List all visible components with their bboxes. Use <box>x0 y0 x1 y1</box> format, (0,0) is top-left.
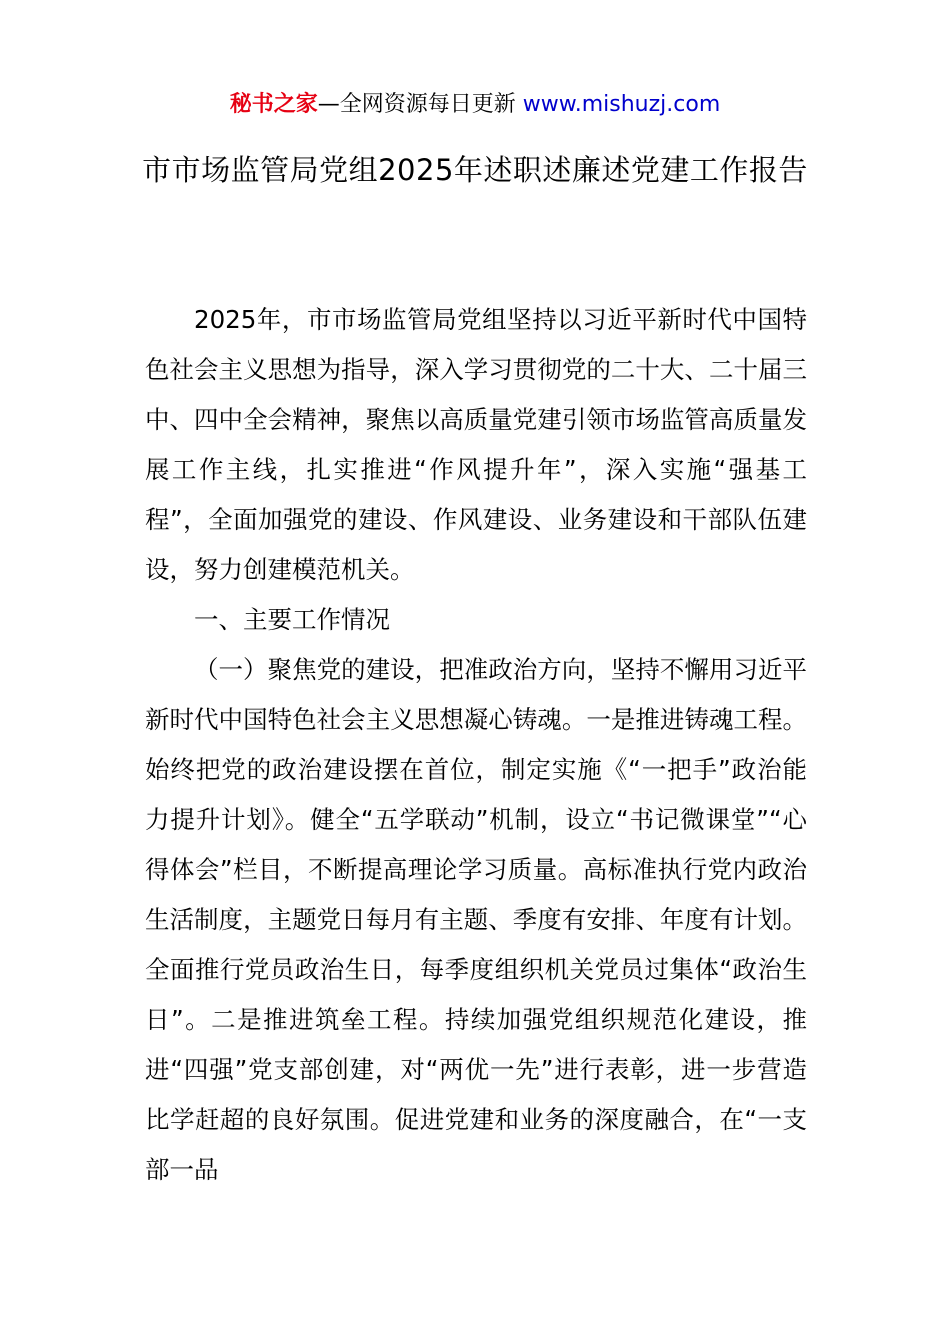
banner-slogan: —全网资源每日更新 <box>317 92 523 117</box>
document-title: 市市场监管局党组2025年述职述廉述党建工作报告 <box>142 153 808 187</box>
intro-paragraph: 2025年，市市场监管局党组坚持以习近平新时代中国特色社会主义思想为指导，深入学习贯彻党的二十大、二十届三中、四中全会精神，聚焦以高质量党建引领市场监管高质量发展工作主线，扎实推进“作风提升年”，深入实施“强基工程”，全面加强党的建设、作风建设、业务建设和干部队伍建设，努力创建模范机关。 <box>145 305 807 584</box>
body-paragraph: （一）聚焦党的建设，把准政治方向，坚持不懈用习近平新时代中国特色社会主义思想凝心铸魂。一是推进铸魂工程。始终把党的政治建设摆在首位，制定实施《“一把手”政治能力提升计划》。健全“五学联动”机制，设立“书记微课堂”“心得体会”栏目，不断提高理论学习质量。高标准执行党内政治生活制度，主题党日每月有主题、季度有安排、年度有计划。全面推行党员政治生日，每季度组织机关党员过集体“政治生日”。二是推进筑垒工程。持续加强党组织规范化建设，推进“四强”党支部创建，对“两优一先”进行表彰，进一步营造比学赶超的良好氛围。促进党建和业务的深度融合，在“一支部一品 <box>145 655 807 1184</box>
section-heading: 一、主要工作情况 <box>194 605 390 634</box>
document-body <box>145 295 807 1195</box>
brand-name: 秘书之家 <box>229 92 318 117</box>
site-url-link[interactable]: www.mishuzj.com <box>522 92 721 117</box>
site-banner <box>0 88 950 122</box>
